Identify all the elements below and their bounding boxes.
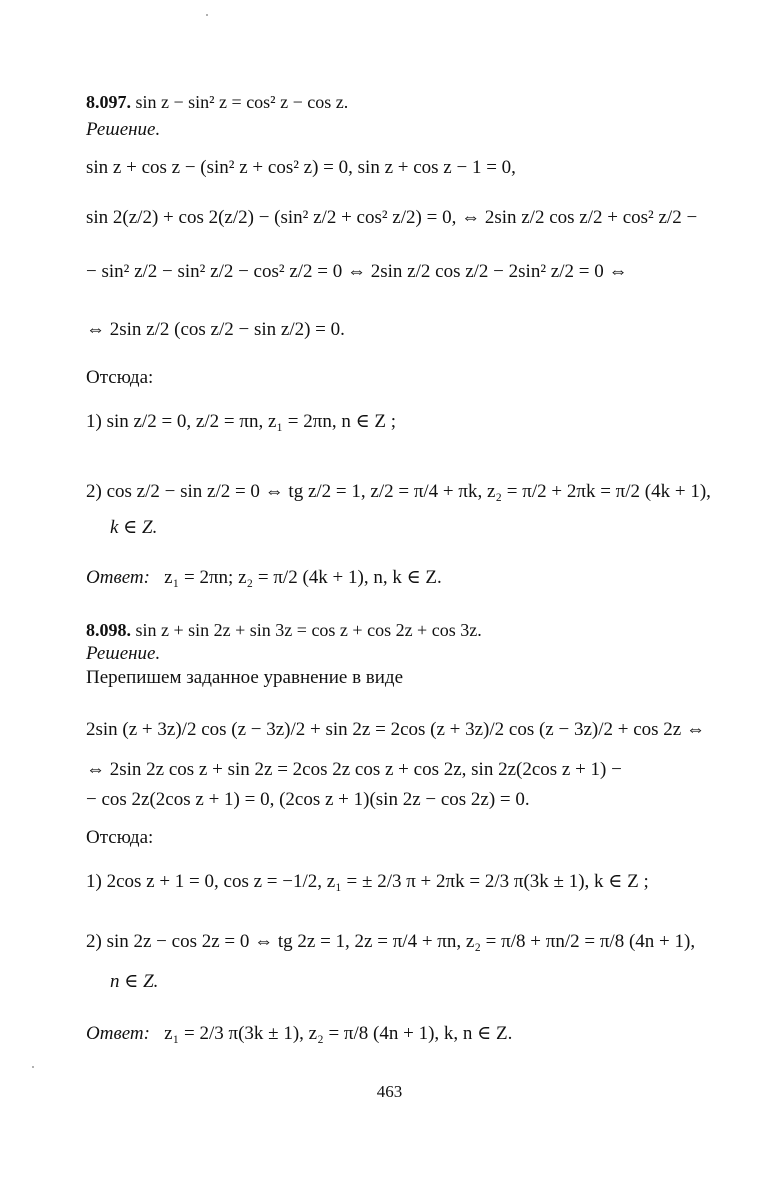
problem-097-line-2: sin 2(z/2) + cos 2(z/2) − (sin² z/2 + cos² z/2) = 0, ⇔ 2sin z/2 cos z/2 + cos² z/2 − <box>86 207 698 228</box>
problem-098-solution-label: Решение. <box>86 643 161 664</box>
problem-097-header <box>86 90 348 114</box>
problem-098-case-1: 1) 2cos z + 1 = 0, cos z = −1/2, z₁ = ± 2/3 π + 2πk = 2/3 π(3k ± 1), k ∈ Z ; <box>86 871 649 892</box>
problem-097-line-3: − sin² z/2 − sin² z/2 − cos² z/2 = 0 ⇔ 2sin z/2 cos z/2 − 2sin² z/2 = 0 ⇔ <box>86 261 628 282</box>
problem-097-case-2: 2) cos z/2 − sin z/2 = 0 ⇔ tg z/2 = 1, z/2 = π/4 + πk, z₂ = π/2 + 2πk = π/2 (4k + 1), <box>86 481 711 502</box>
problem-097-line-1: sin z + cos z − (sin² z + cos² z) = 0, sin z + cos z − 1 = 0, <box>86 157 516 178</box>
scan-speck <box>206 14 208 16</box>
problem-097-answer-text: z₁ = 2πn; z₂ = π/2 (4k + 1), n, k ∈ Z. <box>164 567 442 588</box>
problem-098-case-2-cont: n ∈ Z. <box>110 971 159 992</box>
problem-097-line-4: ⇔ 2sin z/2 (cos z/2 − sin z/2) = 0. <box>86 319 345 340</box>
problem-097-answer <box>86 566 442 590</box>
problem-097-hence: Отсюда: <box>86 367 154 388</box>
problem-097-case-2-cont: k ∈ Z. <box>110 517 158 538</box>
problem-097-case-1: 1) sin z/2 = 0, z/2 = πn, z₁ = 2πn, n ∈ Z ; <box>86 411 397 432</box>
problem-098-number: 8.098. <box>86 620 131 640</box>
page-number: 463 <box>376 1082 403 1101</box>
problem-097-statement: sin z − sin² z = cos² z − cos z. <box>135 92 349 112</box>
problem-098-case-2: 2) sin 2z − cos 2z = 0 ⇔ tg 2z = 1, 2z = π/4 + πn, z₂ = π/8 + πn/2 = π/8 (4n + 1), <box>86 931 696 952</box>
problem-098-intro: Перепишем заданное уравнение в виде <box>86 667 404 688</box>
problem-098-statement: sin z + sin 2z + sin 3z = cos z + cos 2z + cos 3z. <box>135 620 482 640</box>
problem-098-answer-text: z₁ = 2/3 π(3k ± 1), z₂ = π/8 (4n + 1), k, n ∈ Z. <box>164 1023 513 1044</box>
problem-098-header <box>86 618 482 642</box>
problem-098-answer <box>86 1022 512 1046</box>
problem-098-line-2: ⇔ 2sin 2z cos z + sin 2z = 2cos 2z cos z + cos 2z, sin 2z(2cos z + 1) − <box>86 759 622 780</box>
problem-097-answer-label: Ответ: <box>86 567 150 588</box>
problem-098-line-3: − cos 2z(2cos z + 1) = 0, (2cos z + 1)(sin 2z − cos 2z) = 0. <box>86 789 530 810</box>
problem-098-hence: Отсюда: <box>86 827 154 848</box>
problem-098-line-1: 2sin (z + 3z)/2 cos (z − 3z)/2 + sin 2z = 2cos (z + 3z)/2 cos (z − 3z)/2 + cos 2z ⇔ <box>86 719 705 740</box>
problem-098-answer-label: Ответ: <box>86 1023 150 1044</box>
scan-speck <box>32 1066 34 1068</box>
problem-097-solution-label: Решение. <box>86 119 161 140</box>
problem-097-number: 8.097. <box>86 92 131 112</box>
